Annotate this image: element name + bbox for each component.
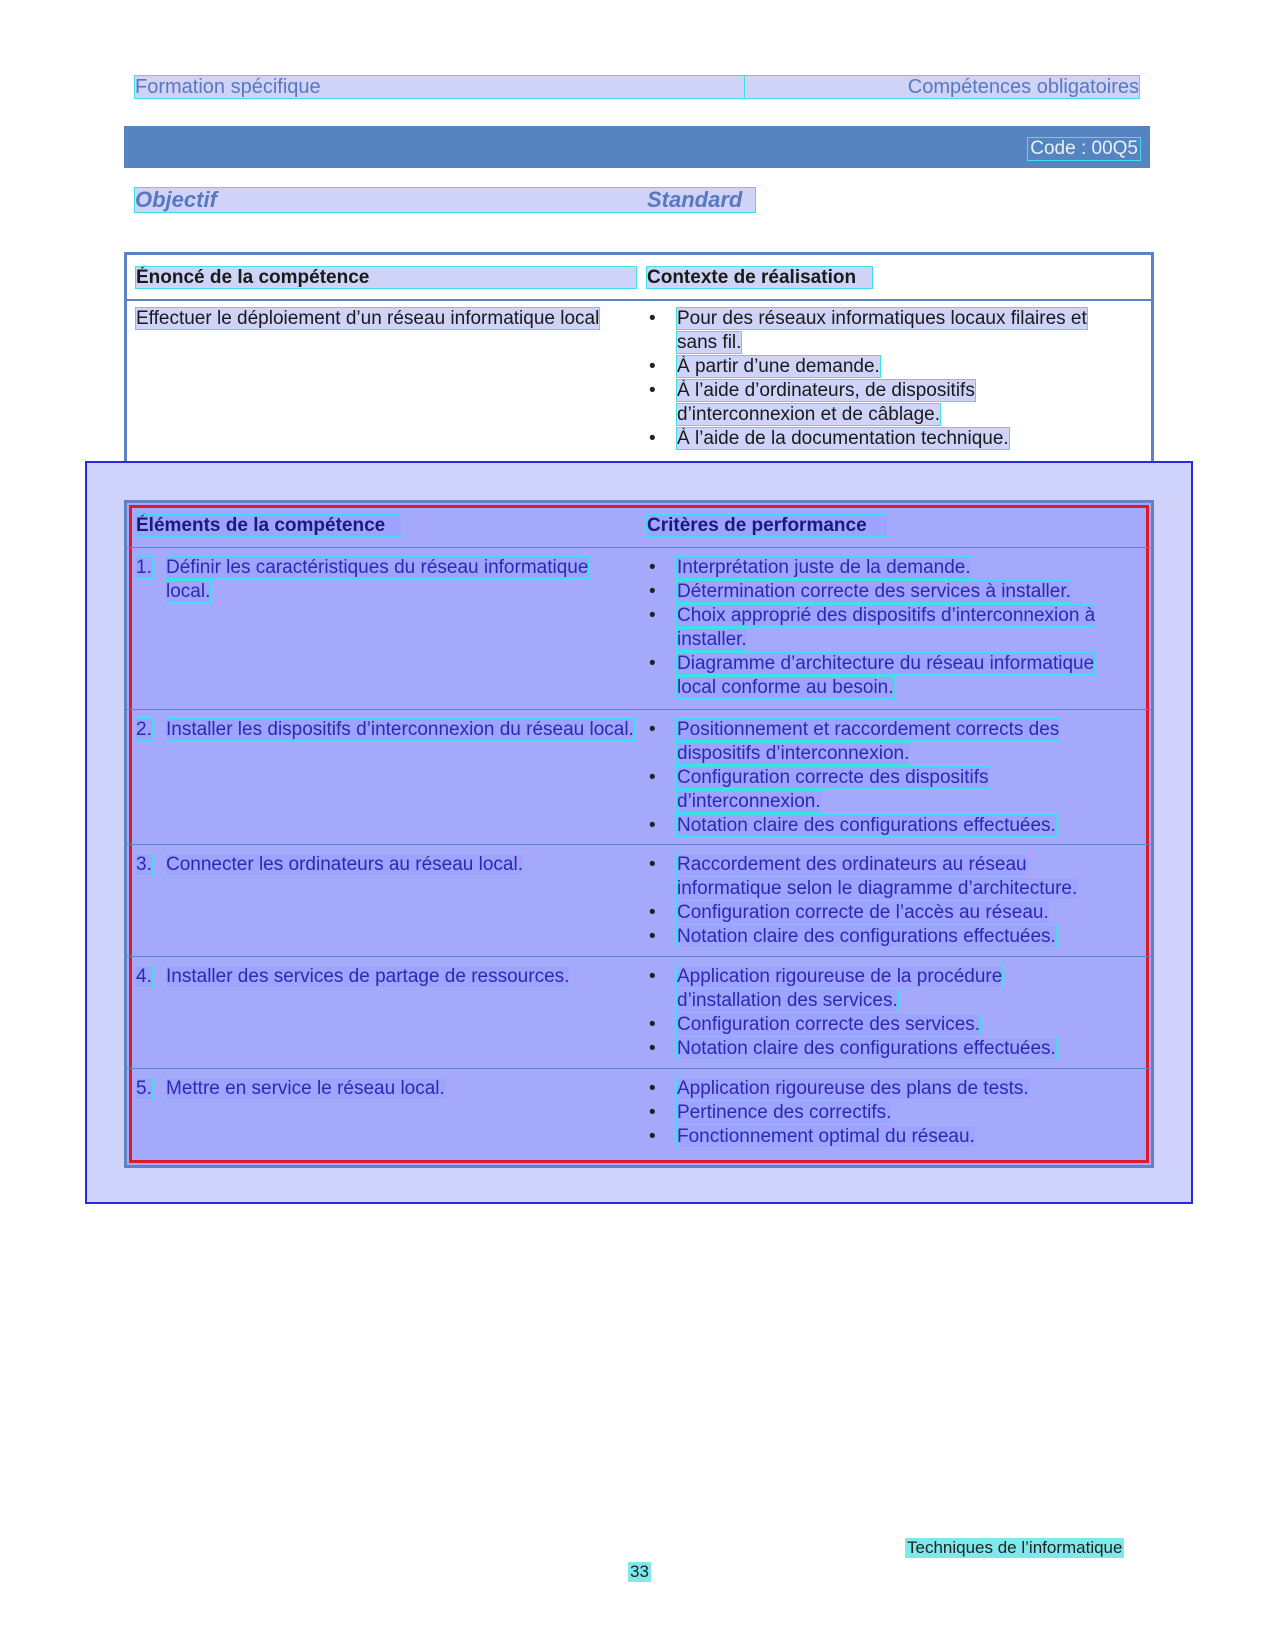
criterion: • Application rigoureuse de la procédure d’installation des services.	[647, 965, 1112, 1013]
standard-title: Standard	[647, 187, 743, 212]
element-number: 5.	[136, 1078, 152, 1099]
page-number: 33	[630, 1562, 649, 1581]
element-number: 3.	[136, 854, 152, 875]
criterion: • Raccordement des ordinateurs au réseau informatique selon le diagramme d’architecture.	[647, 853, 1112, 901]
criterion: • Pertinence des correctifs.	[647, 1101, 1112, 1125]
competence-table	[124, 252, 1154, 466]
element-number: 4.	[136, 966, 152, 987]
element-row	[127, 844, 1151, 957]
competence-statement: Effectuer le déploiement d’un réseau informatique local	[136, 308, 600, 329]
context-item: • À l’aide d’ordinateurs, de dispositifs d’interconnexion et de câblage.	[647, 379, 1117, 427]
criterion: • Diagramme d’architecture du réseau informatique local conforme au besoin.	[647, 652, 1112, 700]
criterion: • Configuration correcte des services.	[647, 1013, 1112, 1037]
element-text: Installer des services de partage de ressources.	[166, 966, 570, 987]
criteria-header: Critères de performance	[647, 515, 887, 536]
elements-table	[124, 500, 1154, 1168]
criterion: • Notation claire des configurations effectuées.	[647, 925, 1112, 949]
criteria-list	[647, 1077, 1112, 1149]
context-list	[647, 307, 1117, 451]
context-item: • À l’aide de la documentation technique.	[647, 427, 1117, 451]
context-header: Contexte de réalisation	[647, 267, 872, 288]
criterion: • Configuration correcte des dispositifs d’interconnexion.	[647, 766, 1112, 814]
objective-title: Objectif	[135, 187, 217, 212]
running-header-left: Formation spécifique	[135, 76, 745, 98]
element-row	[127, 709, 1151, 845]
element-text: Connecter les ordinateurs au réseau local.	[166, 854, 523, 875]
criteria-list	[647, 965, 1112, 1061]
criterion: • Application rigoureuse des plans de tests.	[647, 1077, 1112, 1101]
criterion: • Notation claire des configurations effectuées.	[647, 1037, 1112, 1061]
running-header-right: Compétences obligatoires	[745, 76, 1139, 98]
competence-table-header	[127, 255, 1151, 301]
section-titles	[135, 188, 755, 212]
context-item: • À partir d’une demande.	[647, 355, 1117, 379]
criterion: • Détermination correcte des services à installer.	[647, 580, 1112, 604]
element-number: 1.	[136, 557, 152, 578]
criteria-list	[647, 556, 1112, 700]
element-row	[127, 547, 1151, 710]
statement-header: Énoncé de la compétence	[136, 267, 636, 288]
criterion: • Choix approprié des dispositifs d’interconnexion à installer.	[647, 604, 1112, 652]
code-bar	[124, 126, 1150, 168]
elements-header: Éléments de la compétence	[136, 515, 401, 536]
element-number: 2.	[136, 719, 152, 740]
footer-program: Techniques de l’informatique	[907, 1538, 1123, 1557]
element-text: Mettre en service le réseau local.	[166, 1078, 445, 1099]
criterion: • Interprétation juste de la demande.	[647, 556, 1112, 580]
criterion: • Notation claire des configurations effectuées.	[647, 814, 1112, 838]
element-row	[127, 1068, 1151, 1160]
criterion: • Fonctionnement optimal du réseau.	[647, 1125, 1112, 1149]
criteria-list	[647, 718, 1112, 838]
criterion: • Configuration correcte de l’accès au réseau.	[647, 901, 1112, 925]
element-text: Installer les dispositifs d’interconnexion du réseau local.	[166, 719, 634, 740]
context-item: • Pour des réseaux informatiques locaux filaires et sans fil.	[647, 307, 1117, 355]
criterion: • Positionnement et raccordement corrects des dispositifs d’interconnexion.	[647, 718, 1112, 766]
element-text: Définir les caractéristiques du réseau informatique local.	[166, 557, 589, 602]
competence-code: Code : 00Q5	[1030, 138, 1138, 159]
element-row	[127, 956, 1151, 1069]
criteria-list	[647, 853, 1112, 949]
